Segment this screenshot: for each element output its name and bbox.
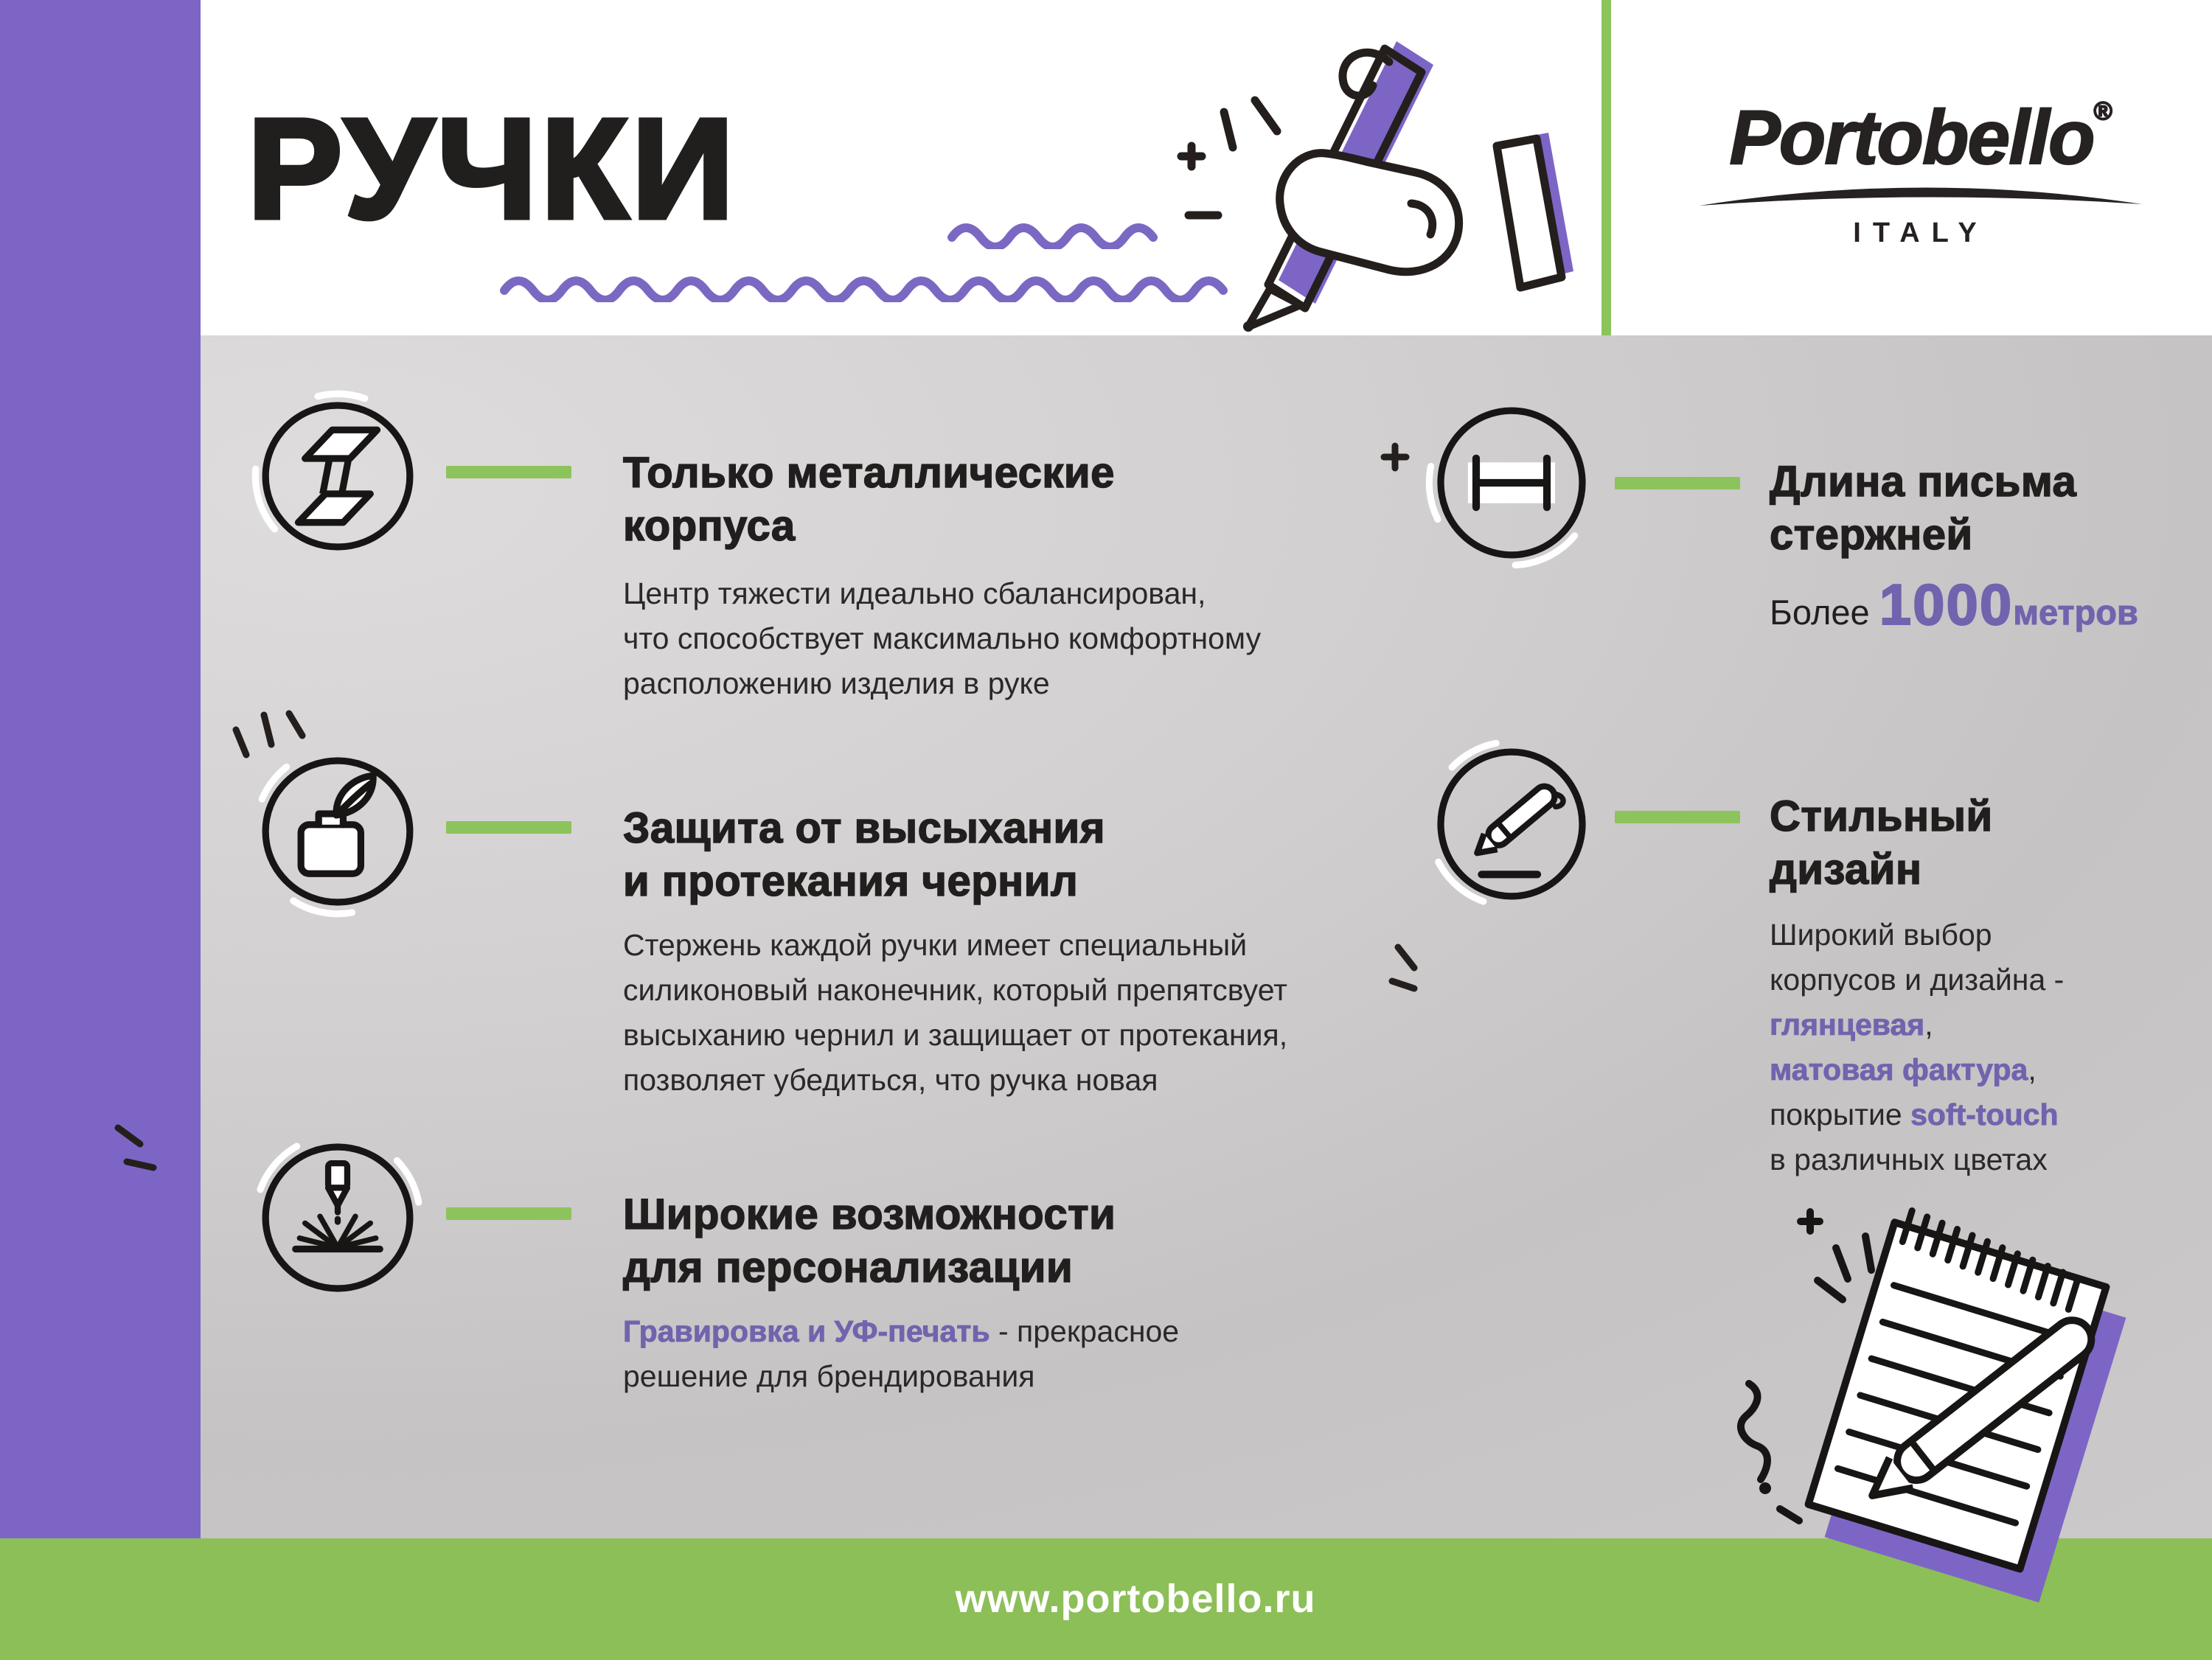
- logo-brand: Portobello®: [1729, 95, 2112, 181]
- header-divider: [1601, 0, 1611, 336]
- registered-mark: ®: [2093, 97, 2112, 125]
- notepad-pen-illustration: [1718, 1190, 2190, 1603]
- accent-glossy: глянцевая: [1770, 1008, 1925, 1042]
- feature-dash: [446, 1207, 571, 1220]
- website-link[interactable]: www.portobello.ru: [955, 1577, 1316, 1621]
- feature-metal-title: Только металлические корпуса: [623, 449, 1115, 550]
- feature-dash: [1615, 811, 1740, 823]
- laser-engraving-icon: [249, 1129, 426, 1306]
- accent-matte: матовая фактура: [1770, 1053, 2028, 1087]
- length-measure-icon: [1423, 394, 1600, 571]
- stat-unit: метров: [2013, 593, 2138, 632]
- accent-softtouch: soft-touch: [1910, 1098, 2059, 1131]
- feature-dash: [446, 821, 571, 834]
- stat-prefix: Более: [1770, 593, 1879, 632]
- squiggle-line-short: [947, 215, 1183, 249]
- squiggle-underline-long: [498, 267, 1248, 302]
- feature-length-title: Длина письма стержней: [1770, 458, 2077, 559]
- metal-ibeam-icon: [249, 388, 426, 565]
- feature-dash: [1615, 477, 1740, 489]
- portobello-logo: [1685, 94, 2157, 249]
- feature-ink-title: Защита от высыхания и протекания чернил: [623, 804, 1105, 905]
- writing-length-stat: [1770, 571, 2138, 638]
- feature-personalization-body: Гравировка и УФ-печать - прекрасное решение для брендирования: [623, 1314, 1180, 1393]
- sidebar-accent-bar: [0, 0, 201, 1538]
- accent-engraving: Гравировка и УФ-печать: [623, 1314, 990, 1348]
- logo-swoosh-icon: [1692, 184, 2149, 215]
- feature-metal-body: Центр тяжести идеально сбалансирован, что способствует максимально комфортному расположению изделия в руке: [623, 576, 1262, 700]
- pen-design-icon: [1423, 736, 1600, 913]
- page-title: РУЧКИ: [248, 89, 739, 248]
- feature-personalization-title: Широкие возможности для персонализации: [623, 1190, 1116, 1291]
- sparkle-lines-icon: [105, 1098, 193, 1179]
- feature-design-body: Широкий выбор корпусов и дизайна - глянцевая, матовая фактура, покрытие soft-touch в различных цветах: [1770, 918, 2065, 1176]
- sparkle-lines-icon: [1380, 925, 1469, 1006]
- feature-ink-body: Стержень каждой ручки имеет специальный силиконовый наконечник, который препятсвует высыханию чернил и защищает от протекания, позволяет убедиться, что ручка новая: [623, 928, 1288, 1097]
- ink-bottle-feather-icon: [249, 743, 426, 920]
- stat-number: 1000: [1879, 572, 2014, 637]
- feature-design-title: Стильный дизайн: [1770, 792, 1993, 893]
- logo-country: ITALY: [1853, 217, 1989, 248]
- feature-dash: [446, 466, 571, 478]
- hand-writing-illustration: [1150, 29, 1578, 335]
- header: [201, 0, 2212, 335]
